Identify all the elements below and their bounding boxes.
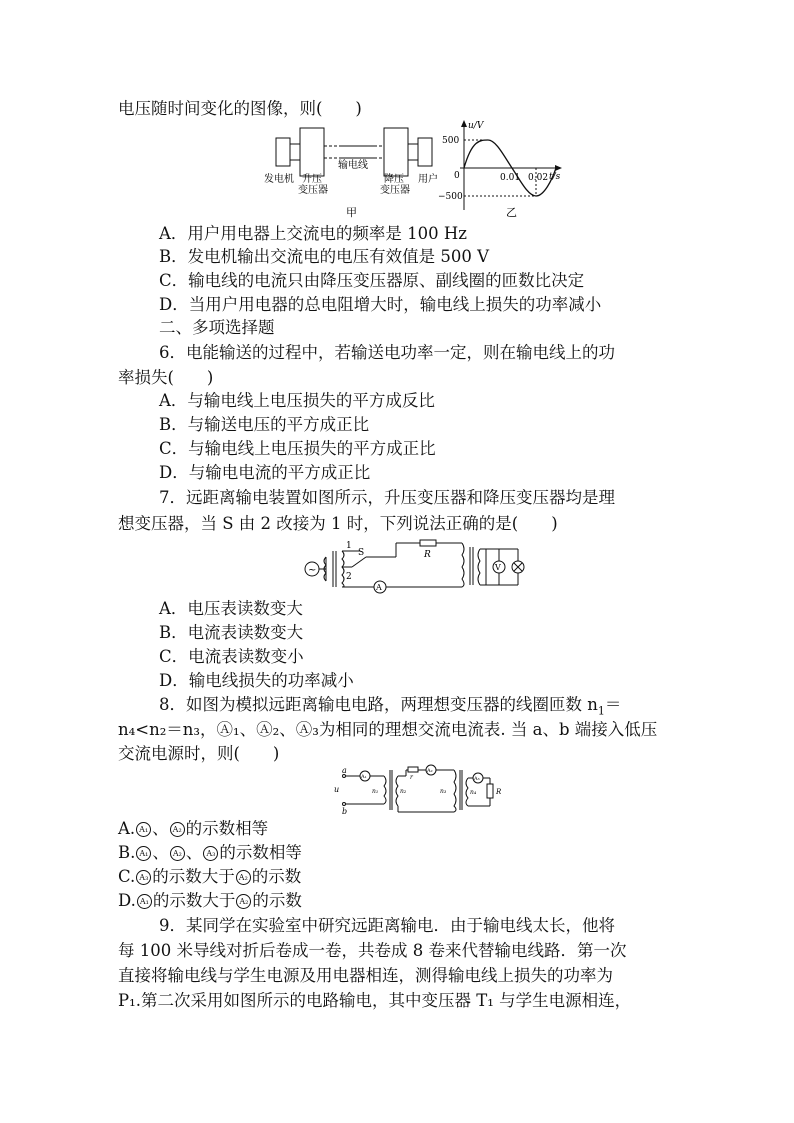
resistor-label: R <box>424 550 431 560</box>
svg-text:r: r <box>410 774 413 781</box>
q9-line1: 9．某同学在实验室中研究远距离输电．由于输电线太长，他将 <box>159 916 615 935</box>
ammeter-label: A <box>376 583 382 592</box>
q6-option-c: C．与输电线上电压损失的平方成正比 <box>159 439 436 458</box>
user-label: 用户 <box>418 174 438 185</box>
q8-option-b: B. A₁ 、 A₂ 、 A₃ 的示数相等 <box>118 843 302 862</box>
svg-text:A₃: A₃ <box>474 776 480 782</box>
terminal-2: 2 <box>346 572 352 582</box>
terminal-a: a <box>342 766 347 775</box>
y-tick-neg: −500 <box>438 192 463 202</box>
figure-yi <box>438 118 568 218</box>
y-tick-pos: 500 <box>442 136 460 146</box>
svg-text:A₁: A₁ <box>361 774 367 780</box>
q8-line1: 8．如图为模拟远距离输电电路，两理想变压器的线圈匝数 $n_1=$ <box>159 695 622 718</box>
caption-yi: 乙 <box>506 206 517 218</box>
terminal-b: b <box>342 807 348 816</box>
svg-text:A₂: A₂ <box>427 768 433 774</box>
q6-option-d: D．与输电电流的平方成正比 <box>159 463 371 482</box>
x-tick-2: 0.02 <box>528 173 549 183</box>
q7-option-d: D．输电线损失的功率减小 <box>159 671 354 690</box>
q5-option-b: B．发电机输出交流电的电压有效值是 500 V <box>159 247 490 266</box>
step-down-label-2: 变压器 <box>380 185 410 196</box>
section-heading: 二、多项选择题 <box>159 318 275 337</box>
ammeter-a1-icon: A₁ <box>137 894 152 909</box>
svg-text:~: ~ <box>308 565 317 576</box>
q9-line3: 直接将输电线与学生电源及用电器相连，测得输电线上损失的功率为 <box>118 966 613 985</box>
svg-text:R: R <box>496 788 502 796</box>
terminal-1: 1 <box>346 541 352 551</box>
q9-line4: P₁.第二次采用如图所示的电路输电，其中变压器 T₁ 与学生电源相连， <box>118 991 632 1010</box>
generator-label: 发电机 <box>264 174 294 185</box>
y-axis-label: u/V <box>468 121 484 131</box>
q8-option-d: D. A₁ 的示数大于 A₂ 的示数 <box>118 891 302 910</box>
q8-circuit <box>328 764 508 818</box>
q6-option-b: B．与输送电压的平方成正比 <box>159 415 370 434</box>
q7-option-a: A．电压表读数变大 <box>159 599 303 618</box>
q5-option-c: C．输电线的电流只由降压变压器原、副线圈的匝数比决定 <box>159 271 585 290</box>
svg-text:n₃: n₃ <box>440 788 447 795</box>
q6-line2: 率损失( ) <box>118 368 214 387</box>
ammeter-a1-icon: A₁ <box>136 846 151 861</box>
q5-option-d: D．当用户用电器的总电阻增大时，输电线上损失的功率减小 <box>159 295 602 314</box>
q8-line3: 交流电源时，则( ) <box>118 744 280 763</box>
q5-option-a: A．用户用电器上交流电的频率是 100 Hz <box>159 224 467 243</box>
q7-circuit <box>300 537 532 595</box>
ammeter-a2-icon: A₂ <box>236 870 251 885</box>
step-up-label-1: 升压 <box>302 174 322 185</box>
ammeter-a3-icon: A₃ <box>203 846 218 861</box>
step-up-label-2: 变压器 <box>298 185 328 196</box>
figure-jia <box>262 124 452 220</box>
x-tick-1: 0.01 <box>500 173 521 183</box>
svg-text:n₂: n₂ <box>400 788 407 795</box>
ammeter-a1-icon: A₁ <box>136 822 151 837</box>
q8-option-a: A. A₁ 、 A₂ 的示数相等 <box>118 819 269 838</box>
q7-line1: 7．远距离输电装置如图所示，升压变压器和降压变压器均是理 <box>159 488 615 507</box>
x-axis-label: t/s <box>549 172 561 182</box>
q8-line2: n₄<n₂＝n₃，Ⓐ₁、Ⓐ₂、Ⓐ₃为相同的理想交流电流表. 当 a、b 端接入低压 <box>118 720 658 739</box>
q7-option-c: C．电流表读数变小 <box>159 647 304 666</box>
q8-option-c: C. A₃ 的示数大于 A₂ 的示数 <box>118 867 302 886</box>
q6-option-a: A．与输电线上电压损失的平方成反比 <box>159 391 435 410</box>
q7-option-b: B．电流表读数变大 <box>159 623 304 642</box>
q6-line1: 6．电能输送的过程中，若输送电功率一定，则在输电线上的功 <box>159 343 615 362</box>
line-label: 输电线 <box>338 160 368 171</box>
q9-line2: 每 100 米导线对折后卷成一卷，共卷成 8 卷来代替输电线路．第一次 <box>118 941 627 960</box>
q7-line2: 想变压器，当 S 由 2 改接为 1 时，下列说法正确的是( ) <box>118 514 558 533</box>
svg-text:n₄: n₄ <box>470 789 477 796</box>
ammeter-a2-icon: A₂ <box>236 894 251 909</box>
svg-text:n₁: n₁ <box>372 788 379 795</box>
q5-tail: 电压随时间变化的图像，则( ) <box>118 99 362 118</box>
ammeter-a3-icon: A₃ <box>136 870 151 885</box>
source-u: u <box>334 785 340 794</box>
switch-label: S <box>358 548 365 558</box>
voltmeter-label: V <box>495 563 501 572</box>
step-down-label-1: 降压 <box>384 174 404 185</box>
ammeter-a2-icon: A₂ <box>170 822 185 837</box>
caption-jia: 甲 <box>346 206 357 219</box>
ammeter-a2-icon: A₂ <box>170 846 185 861</box>
y-tick-zero: 0 <box>454 171 460 181</box>
